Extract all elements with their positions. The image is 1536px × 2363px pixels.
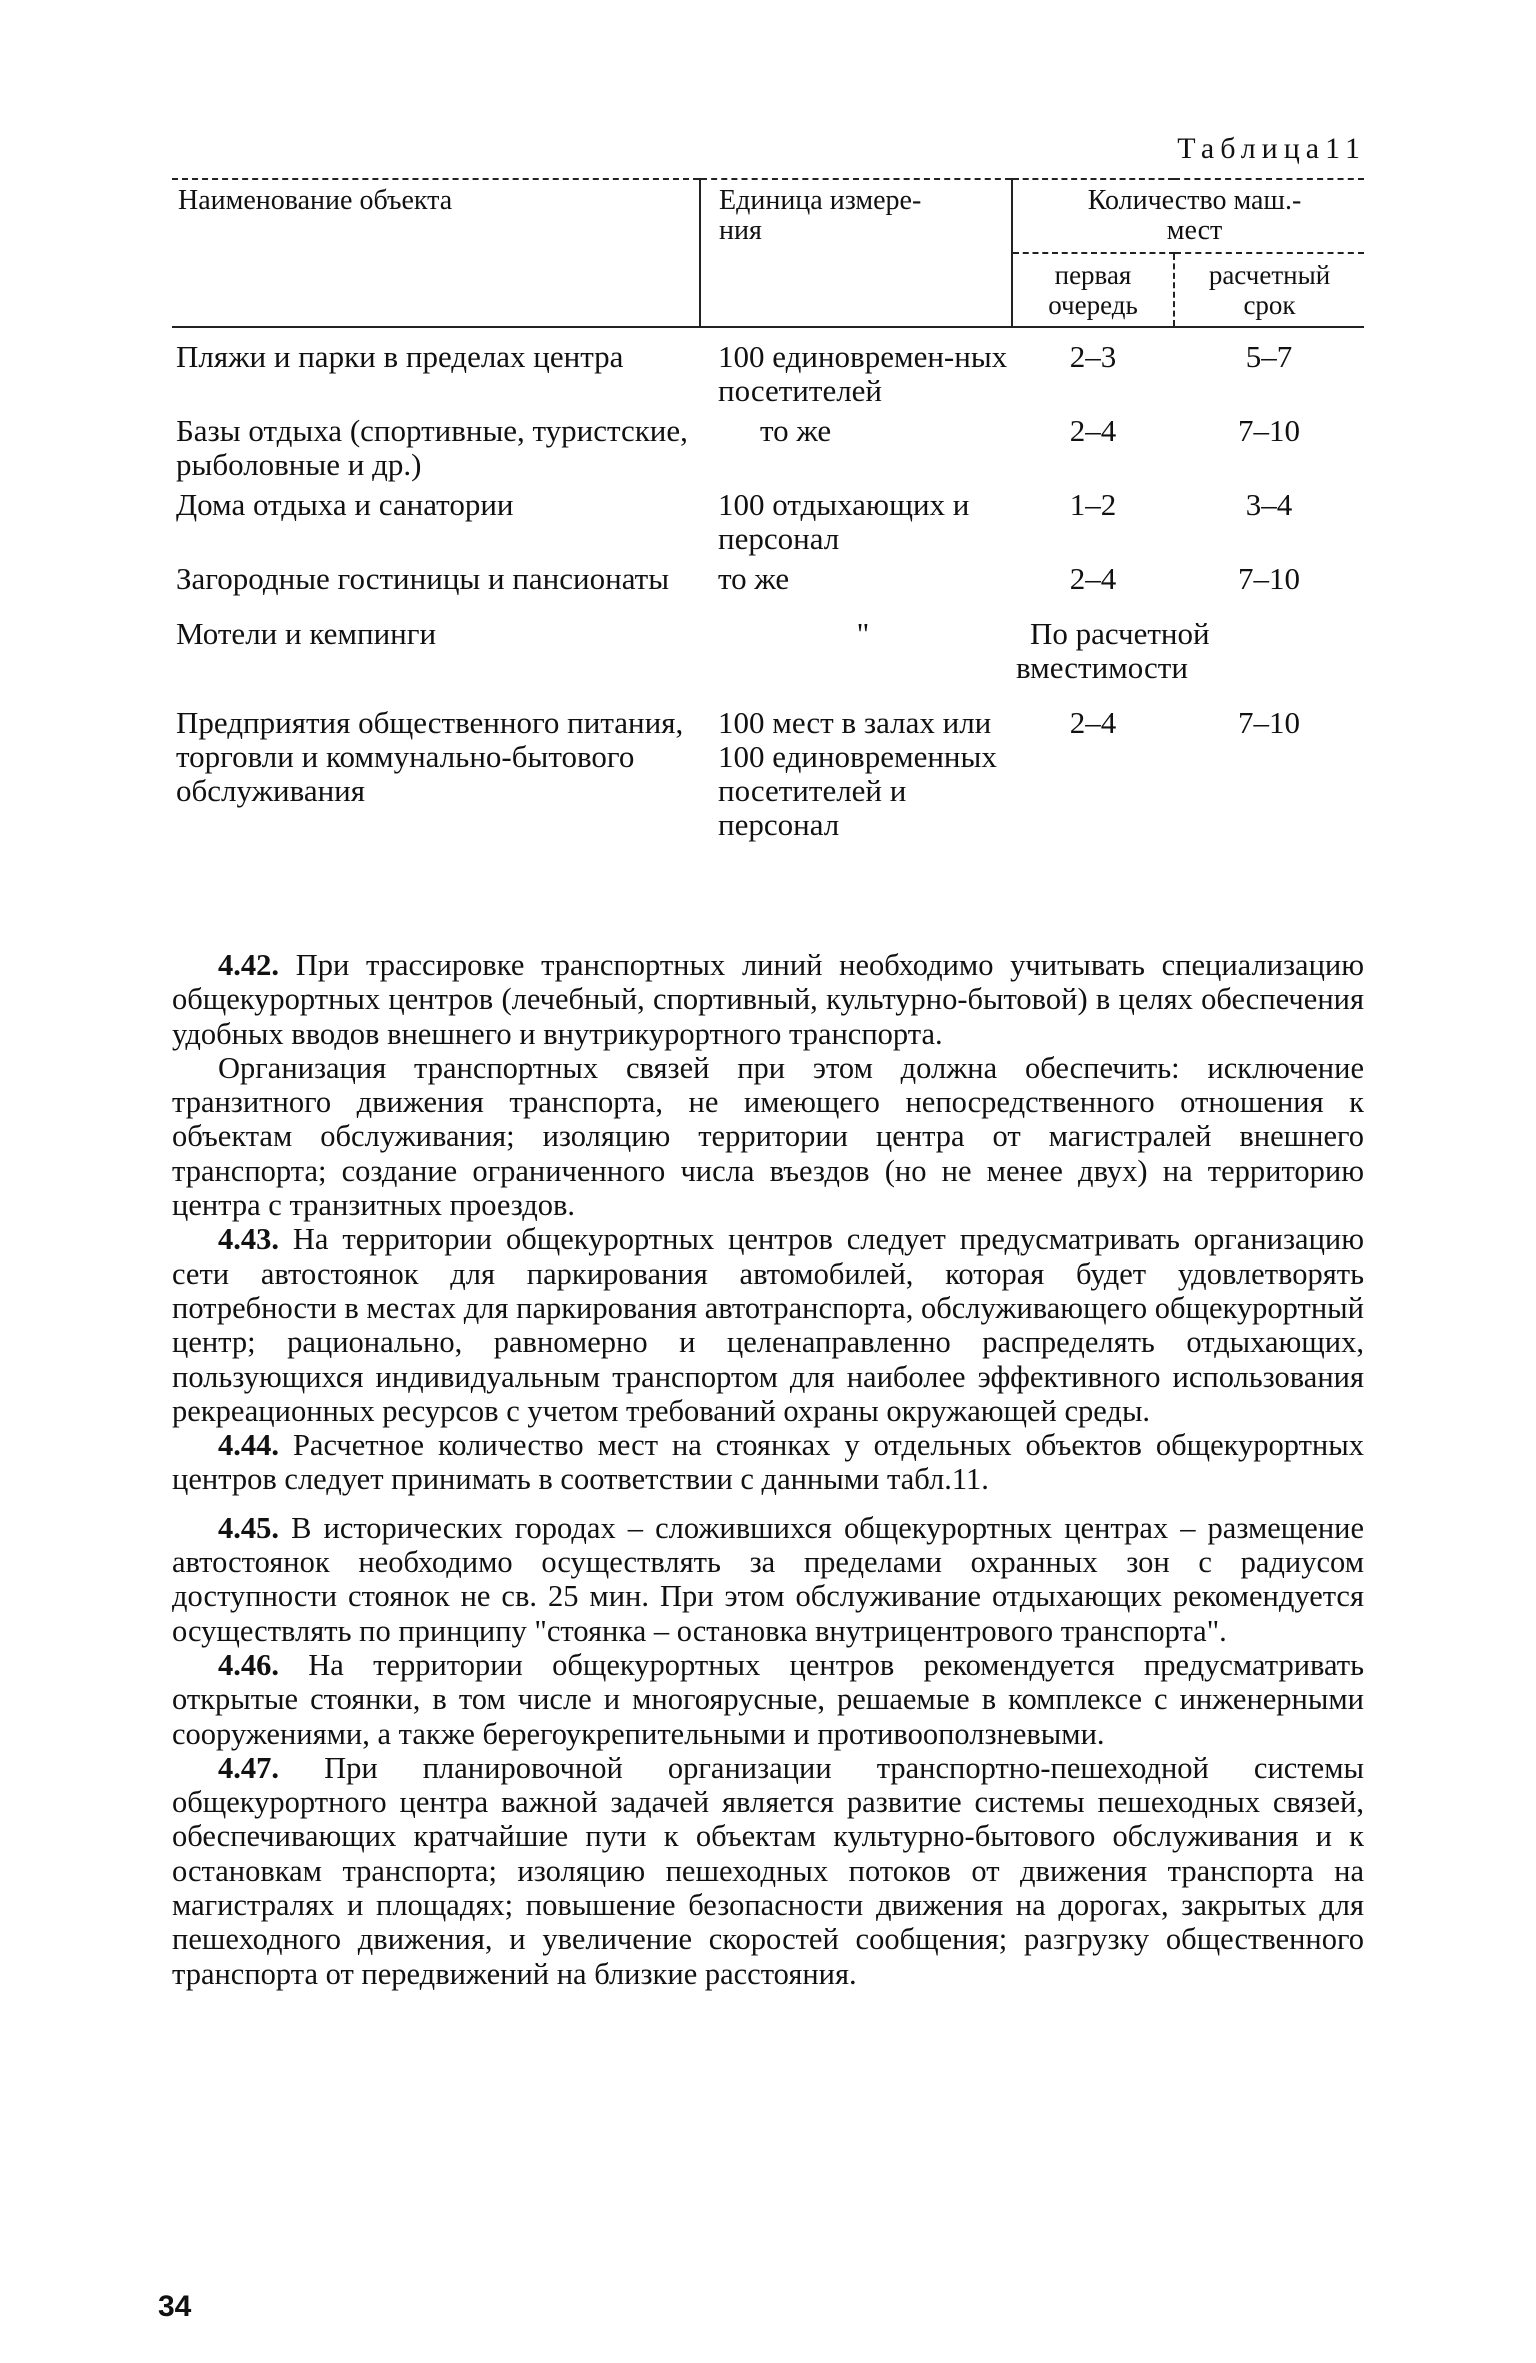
row-unit: 100 мест в залах или 100 единовременных посетителей и персонал [718,705,997,842]
paragraph-4-47 [172,1751,1364,1991]
row-object-name: Мотели и кемпинги [176,616,437,651]
row-object-name: Предприятия общественного питания, торговли и коммунально-бытового обслуживания [176,705,684,808]
row-unit: 100 единовремен-ных посетителей [718,339,1008,408]
row-unit: то же [760,413,832,448]
paragraph-number: 4.44. [218,1428,279,1463]
row-object-name: Пляжи и парки в пределах центра [176,339,624,374]
row-calc-period: 7–10 [1238,413,1300,448]
paragraph-4-42-continued [172,1051,1364,1222]
paragraph-4-44 [172,1428,1364,1497]
row-first-stage: 2–4 [1069,413,1117,448]
table-row [172,559,1364,599]
table-row [172,327,1364,411]
table-row [172,411,1364,485]
row-object-name: Дома отдыха и санатории [176,487,514,522]
row-calc-period: 7–10 [1238,705,1300,740]
row-span-value [1012,599,1364,688]
row-calc-period: 3–4 [1245,487,1293,522]
table-caption: Таблица11 [1177,132,1366,165]
paragraph-text: Организация транспортных связей при этом должна обеспечить: исключение транзитного движения транспорта, не имеющего непосредственного отношения к объектам обслуживания; изоляцию территории центра от магистралей внешнего транспорта; создание ограниченного числа въездов (но не менее двух) на территорию центра с транзитных проездов. [172,1050,1364,1223]
header-object-name: Наименование объекта [172,179,700,327]
paragraph-text: Расчетное количество мест на стоянках у отдельных объектов общекурортных центров следует принимать в соответствии с данными табл.11. [172,1428,1364,1497]
paragraph-text: При планировочной организации транспортно-пешеходной системы общекурортного центра важной задачей является развитие системы пешеходных связей, обеспечивающих кратчайшие пути к объектам культурно-бытового обслуживания и к остановкам транспорта; изоляцию пешеходных потоков от движения транспорта на магистралях и площадях; повышение безопасности движения на дорогах, закрытых для пешеходного движения, и увеличение скоростей сообщения; разгрузку общественного транспорта от передвижений на близкие расстояния. [172,1750,1364,1991]
page-number: 34 [158,2290,192,2323]
row-calc-period: 7–10 [1238,561,1300,596]
paragraph-4-45 [172,1511,1364,1648]
row-unit: " [856,616,870,651]
paragraph-text: На территории общекурортных центров рекомендуется предусматривать открытые стоянки, в том числе и многоярусные, решаемые в комплексе с инженерными сооружениями, а также берегоукрепительными и противооползневыми. [172,1647,1364,1751]
paragraph-4-42 [172,948,1364,1051]
row-span-text: По расчетной вместимости [1016,616,1210,685]
paragraph-4-46 [172,1648,1364,1751]
paragraph-text: В исторических городах – сложившихся общекурортных центрах – размещение автостоянок необходимо осуществлять за пределами охранных зон с радиусом доступности стоянок не св. 25 мин. При этом обслуживание отдыхающих рекомендуется осуществлять по принципу "стоянка – остановка внутрицентрового транспорта". [172,1510,1365,1648]
parking-table-container [172,178,1364,845]
paragraph-number: 4.43. [218,1222,279,1257]
table-row [172,485,1364,559]
body-text [172,948,1364,1991]
paragraph-number: 4.42. [218,948,279,982]
paragraph-text: На территории общекурортных центров следует предусматривать организацию сети автостоянок для паркирования автомобилей, которая будет удовлетворять потребности в местах для паркирования автотранспорта, обслуживающего общекурортный центр; рационально, равномерно и целенаправленно распределять отдыхающих, пользующихся индивидуальным транспортом для наиболее эффективного использования рекреационных ресурсов с учетом требований охраны окружающей среды. [172,1222,1364,1428]
header-first-stage: первая очередь [1012,253,1174,327]
paragraph-text: При трассировке транспортных линий необходимо учитывать специализацию общекурортных центров (лечебный, спортивный, культурно-бытовой) в целях обеспечения удобных вводов внешнего и внутрикурортного транспорта. [172,948,1365,1051]
row-calc-period: 5–7 [1245,339,1293,374]
row-first-stage: 2–4 [1069,705,1117,740]
header-calc-period: расчетный срок [1174,253,1364,327]
table-row [172,688,1364,845]
row-unit: то же [718,561,790,596]
row-object-name: Базы отдыха (спортивные, туристские, рыболовные и др.) [176,413,688,482]
table-row [172,599,1364,688]
paragraph-number: 4.46. [218,1647,279,1682]
paragraph-number: 4.47. [218,1750,279,1785]
parking-table [172,178,1364,845]
row-object-name: Загородные гостиницы и пансионаты [176,561,670,596]
paragraph-4-43 [172,1222,1364,1428]
paragraph-number: 4.45. [218,1510,279,1545]
header-parking-count: Количество маш.- мест [1012,179,1364,253]
row-unit: 100 отдыхающих и персонал [718,487,970,556]
row-first-stage: 2–4 [1069,561,1117,596]
header-unit: Единица измере- ния [700,179,1012,327]
row-first-stage: 2–3 [1069,339,1117,374]
row-first-stage: 1–2 [1069,487,1117,522]
